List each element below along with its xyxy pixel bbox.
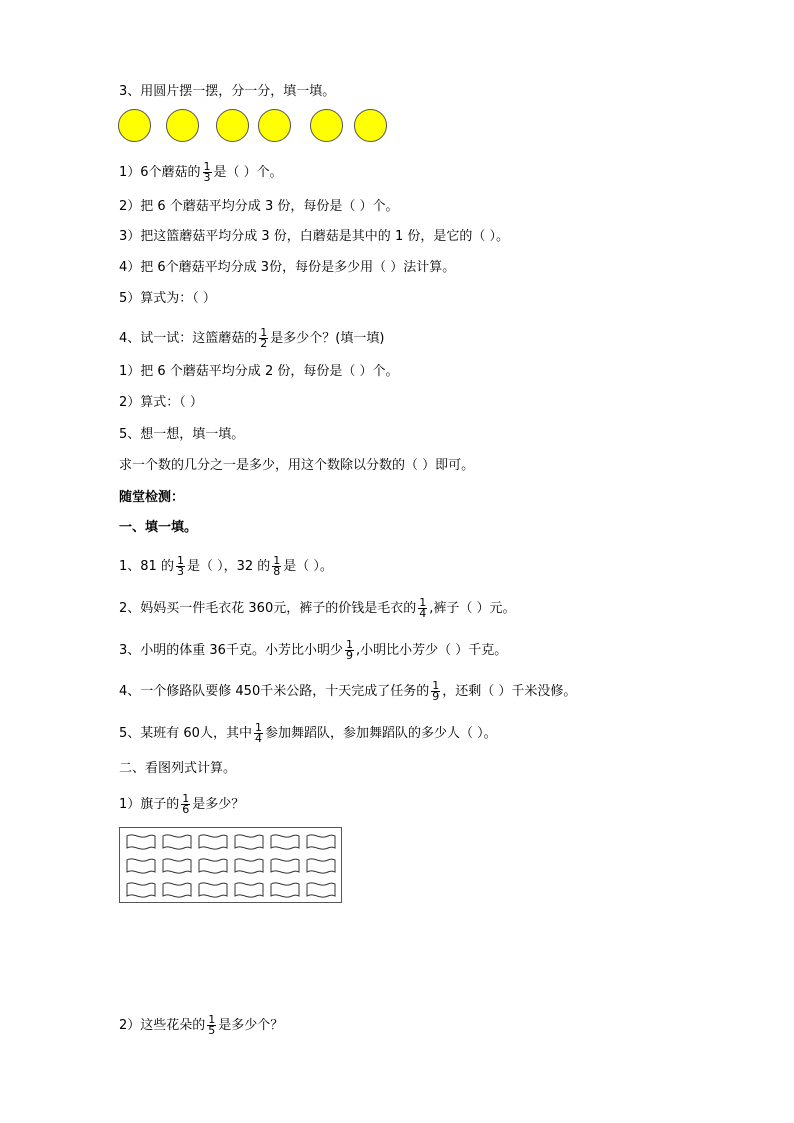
circle-piece xyxy=(166,109,199,142)
flag-icon xyxy=(306,857,336,875)
circle-piece xyxy=(258,109,291,142)
q3-item-4: 4）把 6个蘑菇平均分成 3份，每份是多少用（ ）法计算。 xyxy=(119,260,456,275)
circle-row xyxy=(118,109,398,145)
flag-icon xyxy=(162,881,192,899)
flag-icon xyxy=(126,833,156,851)
flag-icon xyxy=(198,857,228,875)
text: ,裤子（ ）元。 xyxy=(429,601,516,616)
graph-q1 xyxy=(119,794,244,815)
q3-item-1 xyxy=(119,162,283,183)
check-q1 xyxy=(119,556,333,577)
flag-icon xyxy=(162,857,192,875)
text: 是（ ）。 xyxy=(283,559,333,574)
text: 是（ ）个。 xyxy=(213,165,283,180)
circle-piece xyxy=(216,109,249,142)
flag-icon xyxy=(306,833,336,851)
q3-title: 3、用圆片摆一摆，分一分，填一填。 xyxy=(119,84,336,99)
text: 是多少个？(填一填) xyxy=(270,331,385,346)
fraction: $\frac{1}{8}$ xyxy=(273,554,281,578)
flag-icon xyxy=(198,881,228,899)
q5-title: 5、想一想，填一填。 xyxy=(119,427,245,442)
flag-icon xyxy=(126,857,156,875)
fraction: $\frac{1}{2}$ xyxy=(260,326,268,350)
fraction: $\frac{1}{9}$ xyxy=(345,638,353,662)
q3-item-2: 2）把 6 个蘑菇平均分成 3 份，每份是（ ）个。 xyxy=(119,199,399,214)
fraction: $\frac{1}{6}$ xyxy=(182,792,190,816)
text: 4、试一试：这篮蘑菇的 xyxy=(119,331,258,346)
flag-icon xyxy=(270,857,300,875)
check-q3 xyxy=(119,640,507,661)
part2-title: 二、看图列式计算。 xyxy=(119,761,237,776)
fraction: $\frac{1}{4}$ xyxy=(419,596,427,620)
text: 1）旗子的 xyxy=(119,797,180,812)
flag-icon xyxy=(234,857,264,875)
fraction: $\frac{1}{3}$ xyxy=(203,160,211,184)
graph-q2 xyxy=(119,1015,283,1036)
text: ，还剩（ ）千米没修。 xyxy=(442,684,577,699)
text: 3、小明的体重 36千克。小芳比小明少 xyxy=(119,643,343,658)
flag-icon xyxy=(126,881,156,899)
flag-icon xyxy=(234,833,264,851)
text: 2）这些花朵的 xyxy=(119,1018,206,1033)
text: 是（ ），32 的 xyxy=(186,559,271,574)
flag-icon xyxy=(270,881,300,899)
flag-icon xyxy=(198,833,228,851)
q3-item-5: 5）算式为：（ ） xyxy=(119,291,216,306)
q4-item-2: 2）算式：（ ） xyxy=(119,395,203,410)
text: 1）6个蘑菇的 xyxy=(119,165,201,180)
flag-icon xyxy=(270,833,300,851)
fraction: $\frac{1}{4}$ xyxy=(254,721,262,745)
fraction: $\frac{1}{9}$ xyxy=(432,679,440,703)
text: 参加舞蹈队，参加舞蹈队的多少人（ ）。 xyxy=(264,726,497,741)
text: 是多少个？ xyxy=(218,1018,284,1033)
text: 是多少？ xyxy=(192,797,245,812)
q5-text: 求一个数的几分之一是多少，用这个数除以分数的（ ）即可。 xyxy=(119,458,475,473)
check-q5 xyxy=(119,723,497,744)
text: 5、某班有 60人，其中 xyxy=(119,726,252,741)
flag-icon xyxy=(306,881,336,899)
circle-piece xyxy=(354,109,387,142)
fraction: $\frac{1}{3}$ xyxy=(176,554,184,578)
q4-title xyxy=(119,328,384,349)
text: 2、妈妈买一件毛衣花 360元，裤子的价钱是毛衣的 xyxy=(119,601,417,616)
check-q2 xyxy=(119,598,515,619)
fraction: $\frac{1}{5}$ xyxy=(208,1013,216,1037)
check-q4 xyxy=(119,681,576,702)
text: 1、81 的 xyxy=(119,559,174,574)
circle-piece xyxy=(118,109,151,142)
q4-item-1: 1）把 6 个蘑菇平均分成 2 份，每份是（ ）个。 xyxy=(119,364,399,379)
text: 4、一个修路队要修 450千米公路，十天完成了任务的 xyxy=(119,684,430,699)
flag-icon xyxy=(234,881,264,899)
text: ,小明比小芳少（ ）千克。 xyxy=(355,643,508,658)
check-heading: 随堂检测： xyxy=(119,490,185,505)
flag-icon xyxy=(162,833,192,851)
q3-item-3: 3）把这篮蘑菇平均分成 3 份，白蘑菇是其中的 1 份，是它的（ ）。 xyxy=(119,229,509,244)
flag-grid xyxy=(119,827,342,903)
circle-piece xyxy=(310,109,343,142)
part1-title: 一、填一填。 xyxy=(119,520,198,535)
